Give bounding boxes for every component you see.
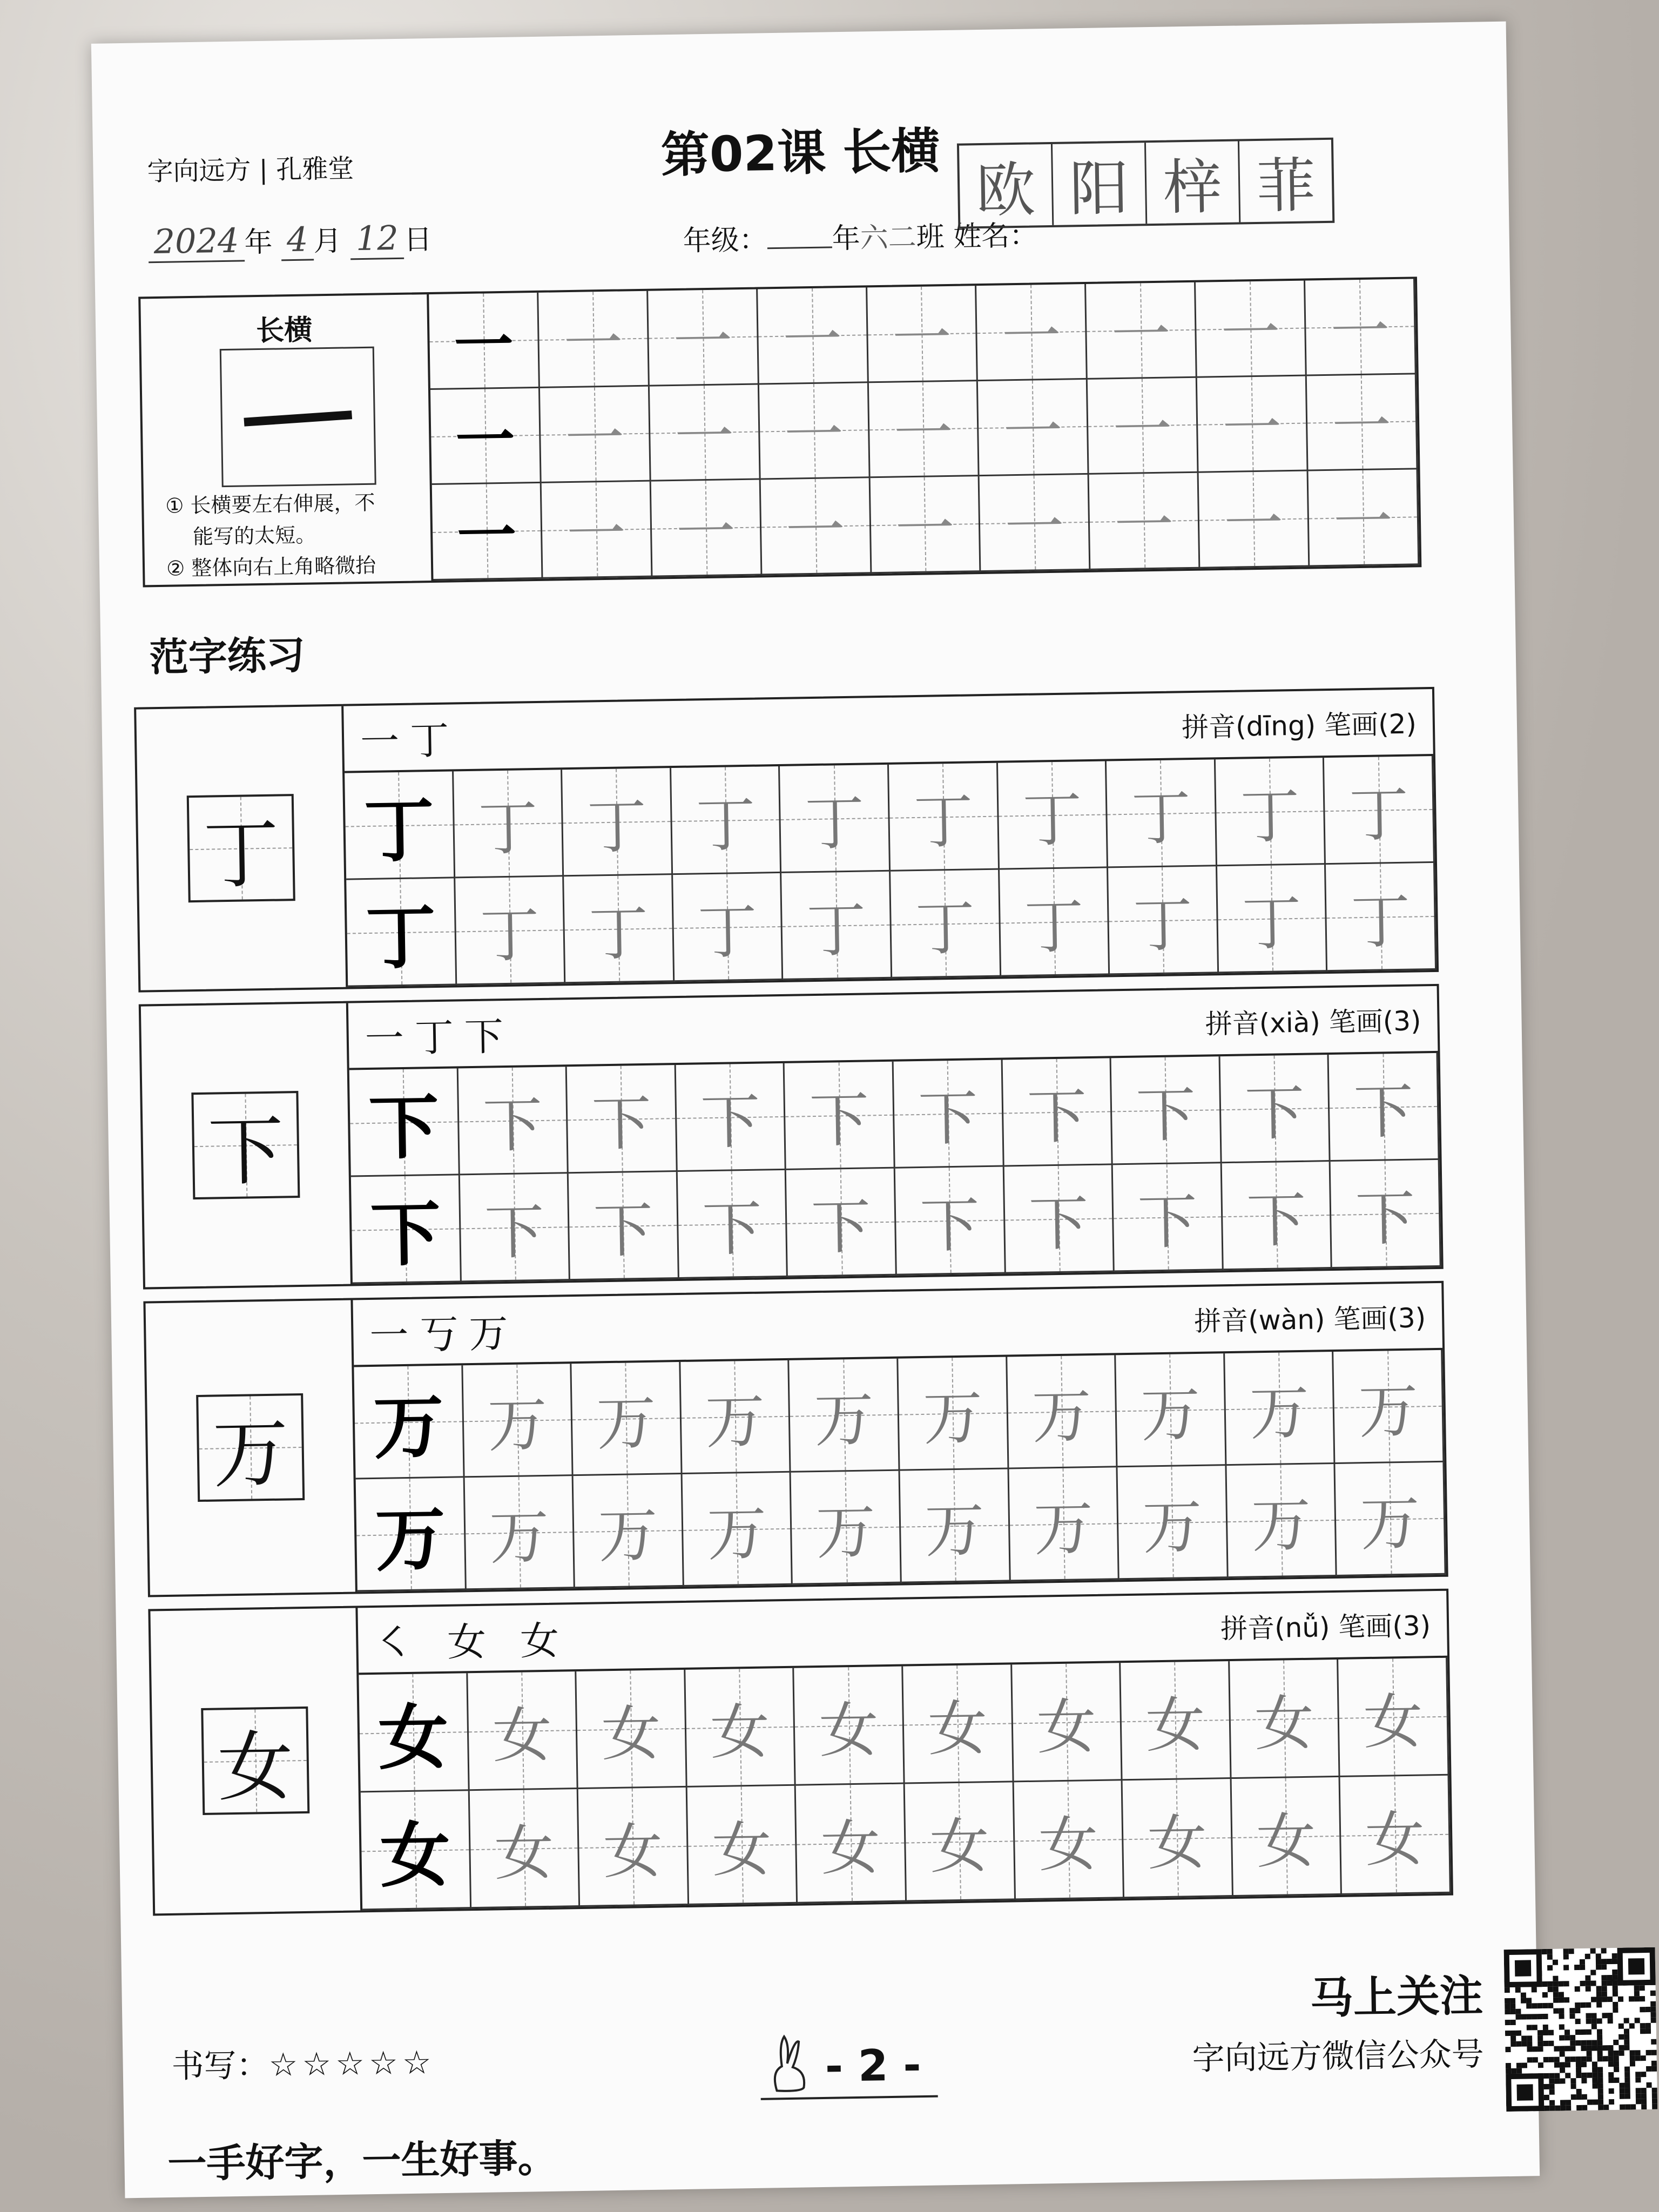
handwritten-character: 下	[1244, 1078, 1305, 1149]
stroke-practice-cell	[1088, 377, 1199, 475]
practice-stroke: 一	[675, 497, 736, 568]
handwritten-character: 丁	[1023, 891, 1084, 962]
writing-cell[interactable]	[891, 870, 1001, 979]
handwritten-character: 下	[1027, 1081, 1088, 1152]
writing-cell[interactable]	[1340, 1776, 1451, 1895]
handwritten-character: 下	[1028, 1188, 1089, 1259]
section-practice-area	[358, 1591, 1451, 1911]
model-character-box	[191, 1091, 300, 1199]
handwritten-character: 女	[711, 1814, 772, 1885]
practice-stroke: 一	[564, 403, 625, 474]
grade-label: 年级：	[683, 224, 768, 258]
writing-cell[interactable]	[464, 1476, 575, 1590]
handwritten-character: 下	[591, 1088, 652, 1159]
character-section	[134, 687, 1439, 993]
writing-cell[interactable]	[673, 873, 784, 982]
practice-stroke: 一	[1112, 395, 1173, 466]
stroke-note-2: 能写的太短。	[192, 523, 316, 549]
handwritten-character: 万	[924, 1495, 985, 1566]
handwritten-character: 女	[927, 1693, 988, 1764]
writing-cell[interactable]	[1108, 866, 1219, 975]
writing-cell[interactable]	[1231, 1777, 1342, 1897]
stroke-practice-cell	[432, 483, 543, 581]
date-day-handwritten: 12	[350, 218, 404, 260]
stroke-note-1: ① 长横要左右伸展，不	[165, 490, 375, 518]
practice-stroke: 一	[456, 501, 517, 571]
writing-cell[interactable]	[796, 1784, 907, 1904]
stroke-notes	[165, 487, 376, 584]
practice-stroke: 一	[1001, 301, 1062, 372]
stroke-practice-cell	[760, 478, 872, 576]
handwritten-character: 丁	[913, 786, 974, 857]
handwritten-character: 下	[1135, 1080, 1196, 1150]
writing-cell[interactable]	[572, 1362, 683, 1476]
writing-cell[interactable]	[676, 1063, 786, 1172]
writing-cell[interactable]	[1230, 1660, 1340, 1779]
stroke-practice-cell	[977, 284, 1088, 381]
handwritten-character: 下	[1246, 1185, 1307, 1255]
practice-stroke: 一	[1002, 397, 1063, 467]
writing-cell[interactable]	[562, 768, 673, 876]
writing-cell[interactable]	[576, 1670, 687, 1789]
writing-cell[interactable]	[1220, 1055, 1331, 1163]
handwritten-character: 丁	[697, 896, 758, 967]
pinyin-strokes: 拼音(nǚ) 笔画(3)	[1220, 1610, 1431, 1645]
handwritten-character: 女	[1036, 1691, 1097, 1762]
follow-block	[1040, 1961, 1484, 2082]
writing-cell[interactable]	[351, 1175, 462, 1284]
writing-cell[interactable]	[1331, 1160, 1441, 1269]
handwritten-character: 女	[494, 1818, 555, 1889]
rabbit-icon	[765, 2033, 815, 2093]
stroke-heading: 长横	[255, 314, 313, 348]
motto: 一手好字，一生好事。	[167, 2135, 557, 2187]
handwritten-character: 万	[813, 1384, 874, 1455]
handwritten-character: 丁	[1239, 781, 1300, 852]
writing-cell[interactable]	[900, 1469, 1011, 1583]
writing-cell[interactable]	[895, 1167, 1006, 1276]
practice-stroke: 一	[893, 399, 954, 469]
writing-cell[interactable]	[1118, 1466, 1229, 1580]
date-line	[148, 217, 432, 261]
writing-cell[interactable]	[458, 1067, 569, 1175]
handwritten-character: 女	[1147, 1808, 1208, 1878]
handwritten-character: 万	[1249, 1378, 1310, 1448]
qr-code-icon[interactable]	[1504, 1947, 1658, 2112]
practice-stroke: 一	[1220, 298, 1281, 368]
writing-cell[interactable]	[1226, 1464, 1337, 1578]
pinyin-strokes: 拼音(wàn) 笔画(3)	[1193, 1302, 1426, 1338]
writing-cell[interactable]	[1113, 1163, 1224, 1272]
writing-cell[interactable]	[1121, 1661, 1231, 1781]
writing-cell[interactable]	[894, 1060, 1004, 1169]
writing-cell[interactable]	[889, 763, 1000, 872]
section-practice-area	[348, 986, 1441, 1284]
practice-stroke: 一	[785, 496, 846, 566]
writing-cell[interactable]	[359, 1673, 469, 1792]
writing-cell[interactable]	[346, 878, 457, 987]
practice-stroke: 一	[1331, 392, 1392, 462]
handwritten-character: 丁	[806, 894, 867, 965]
writing-cell[interactable]	[905, 1782, 1016, 1901]
model-character-panel	[150, 1608, 362, 1913]
model-character-box	[201, 1707, 309, 1815]
grade-blank	[767, 246, 832, 249]
name-label: 姓名：	[953, 219, 1038, 253]
grade-class-handwritten: 六二	[860, 221, 917, 255]
writing-cell[interactable]	[1217, 865, 1328, 973]
brand-logo: 字向远方 | 孔雅堂	[147, 153, 354, 187]
model-character: 下	[207, 1107, 285, 1197]
stroke-practice-cell	[650, 385, 761, 482]
long-horizontal-stroke-icon	[244, 410, 352, 427]
handwritten-character: 丁	[1132, 889, 1193, 960]
stroke-order: ㇛ 女 女	[374, 1617, 570, 1666]
writing-cell[interactable]	[678, 1170, 788, 1279]
writing-cell[interactable]	[1336, 1462, 1446, 1576]
handwritten-character: 女	[1365, 1804, 1426, 1874]
stroke-order: 一丂万	[369, 1310, 520, 1359]
handwritten-character: 下	[918, 1083, 979, 1154]
grade-class-label: 班	[916, 221, 945, 254]
handwritten-character: 女	[820, 1812, 881, 1883]
handwritten-character: 丁	[1348, 779, 1410, 849]
follow-title: 马上关注	[1310, 1970, 1483, 2024]
writing-cell[interactable]	[361, 1791, 471, 1910]
handwritten-character: 万	[1140, 1379, 1201, 1450]
pinyin-strokes: 拼音(dīng) 笔画(2)	[1181, 708, 1417, 744]
practice-stroke: 一	[1333, 487, 1394, 557]
stroke-practice-cell	[538, 291, 650, 388]
writing-cell[interactable]	[1326, 863, 1437, 972]
writing-cell[interactable]	[1338, 1658, 1449, 1777]
character-section	[143, 1281, 1448, 1597]
practice-stroke: 一	[455, 406, 516, 476]
writing-cell[interactable]	[1002, 1058, 1113, 1166]
stroke-order: 一丁下	[365, 1013, 515, 1062]
stroke-lesson-box	[138, 276, 1421, 587]
writing-cell[interactable]	[345, 771, 455, 880]
handwritten-character: 女	[1256, 1806, 1317, 1876]
handwritten-character: 万	[1251, 1490, 1312, 1560]
handwritten-character: 万	[922, 1382, 983, 1453]
handwritten-character: 万	[597, 1500, 658, 1570]
writing-cell[interactable]	[1012, 1663, 1123, 1782]
stroke-practice-cell	[758, 287, 869, 385]
stroke-practice-cell	[651, 480, 762, 577]
stroke-practice-cell	[978, 380, 1089, 477]
model-character: 丁	[365, 895, 437, 980]
model-character: 下	[368, 1085, 440, 1169]
writing-cell[interactable]	[671, 766, 782, 875]
writing-cell[interactable]	[1004, 1165, 1115, 1273]
handwritten-character: 万	[596, 1388, 657, 1458]
handwritten-character: 丁	[586, 791, 648, 862]
handwritten-character: 丁	[479, 900, 540, 970]
handwritten-character: 万	[1031, 1381, 1092, 1452]
grade-year-label: 年	[832, 222, 861, 255]
practice-stroke: 一	[1004, 492, 1065, 563]
handwritten-character: 万	[815, 1496, 876, 1567]
stroke-practice-cell	[870, 476, 981, 574]
writing-cell[interactable]	[794, 1667, 905, 1786]
writing-cell[interactable]	[349, 1068, 460, 1177]
handwritten-character: 女	[818, 1695, 879, 1765]
writing-cell[interactable]	[898, 1357, 1009, 1471]
stroke-order: 一丁	[360, 717, 460, 765]
writing-grid	[354, 1350, 1446, 1592]
section-practice-area	[353, 1283, 1446, 1592]
writing-cell[interactable]	[685, 1668, 796, 1788]
handwritten-character: 女	[710, 1696, 771, 1767]
handwritten-character: 下	[1353, 1076, 1414, 1147]
practice-stroke: 一	[453, 310, 514, 381]
writing-cell[interactable]	[567, 1065, 678, 1174]
handwritten-character: 丁	[804, 788, 865, 858]
name-boxes	[957, 138, 1334, 229]
handwritten-character: 下	[1137, 1186, 1198, 1257]
date-year-label: 年	[244, 226, 273, 259]
lesson-title: 第02课 长横	[660, 123, 941, 184]
handwritten-character: 女	[603, 1816, 664, 1886]
practice-stroke: 一	[892, 303, 953, 374]
stroke-practice-cell	[1305, 279, 1417, 376]
handwritten-character: 万	[705, 1386, 766, 1456]
stroke-practice-cell	[430, 388, 542, 485]
handwritten-character: 丁	[915, 893, 976, 963]
writing-cell[interactable]	[1225, 1352, 1336, 1466]
handwritten-character: 女	[1145, 1690, 1206, 1761]
writing-cell[interactable]	[785, 1062, 895, 1170]
model-character: 万	[373, 1385, 444, 1469]
writing-cell[interactable]	[354, 1365, 464, 1479]
handwritten-character: 下	[482, 1090, 543, 1161]
date-day-label: 日	[403, 223, 433, 257]
handwritten-character: 丁	[1241, 888, 1302, 959]
writing-cell[interactable]	[680, 1360, 791, 1474]
handwritten-character: 下	[702, 1193, 763, 1264]
writing-cell[interactable]	[454, 770, 564, 878]
model-character-panel	[141, 1003, 353, 1287]
section-practice-area	[343, 689, 1437, 987]
handwritten-character: 女	[929, 1811, 990, 1881]
practice-stroke: 一	[1110, 300, 1171, 370]
practice-stroke: 一	[563, 308, 624, 379]
date-month-label: 月	[313, 225, 342, 258]
stroke-practice-cell	[1199, 471, 1310, 569]
stroke-practice-cell	[1196, 281, 1307, 378]
stroke-practice-cell	[648, 289, 759, 386]
date-year-handwritten: 2024	[148, 220, 245, 263]
writing-cell[interactable]	[455, 876, 566, 985]
writing-cell[interactable]	[574, 1474, 684, 1588]
stroke-practice-cell	[980, 475, 1091, 572]
stroke-practice-cell	[1086, 282, 1197, 380]
handwritten-character: 下	[700, 1087, 761, 1157]
name-char: 阳	[1053, 143, 1147, 225]
practice-stroke: 一	[894, 494, 955, 564]
model-character-panel	[136, 706, 348, 990]
stroke-practice-cell	[540, 386, 651, 483]
stroke-practice-cell	[867, 286, 979, 383]
date-month-handwritten: 4	[281, 219, 314, 261]
writing-label: 书写：	[171, 2046, 269, 2086]
writing-cell[interactable]	[564, 875, 675, 983]
writing-cell[interactable]	[791, 1471, 902, 1585]
handwritten-character: 丁	[1350, 886, 1411, 956]
model-character: 丁	[363, 788, 435, 873]
stroke-practice-cell	[429, 293, 540, 390]
writing-cell[interactable]	[1107, 759, 1217, 868]
worksheet	[91, 22, 1540, 2198]
stroke-practice-cell	[1197, 376, 1309, 473]
follow-subtitle: 字向远方微信公众号	[1192, 2035, 1485, 2078]
page-number-text: - 2 -	[825, 2040, 922, 2092]
writing-cell[interactable]	[356, 1478, 467, 1591]
writing-cell[interactable]	[463, 1364, 574, 1478]
writing-cell[interactable]	[790, 1359, 900, 1473]
stroke-practice-grid	[429, 279, 1419, 581]
writing-cell[interactable]	[578, 1788, 689, 1907]
writing-grid	[345, 756, 1437, 987]
stroke-explanation	[140, 294, 433, 585]
pinyin-strokes: 拼音(xià) 笔画(3)	[1205, 1005, 1422, 1040]
practice-stroke: 一	[566, 499, 627, 570]
handwritten-character: 女	[1038, 1809, 1099, 1880]
stroke-practice-cell	[868, 381, 980, 478]
writing-cell[interactable]	[1123, 1779, 1233, 1898]
character-section	[139, 984, 1444, 1290]
model-character: 万	[212, 1409, 289, 1499]
writing-cell[interactable]	[1014, 1781, 1124, 1900]
writing-cell[interactable]	[468, 1671, 578, 1791]
practice-stroke: 一	[1330, 296, 1391, 367]
name-char: 欧	[959, 144, 1054, 227]
practice-stroke: 一	[1223, 489, 1284, 559]
handwritten-character: 万	[1358, 1376, 1419, 1446]
model-character-box	[196, 1393, 305, 1502]
writing-grid	[359, 1658, 1451, 1911]
name-char: 菲	[1256, 151, 1317, 221]
practice-stroke: 一	[1114, 490, 1175, 561]
model-character: 丁	[203, 810, 280, 900]
handwritten-character: 下	[592, 1195, 653, 1265]
practice-heading: 范字练习	[149, 632, 306, 680]
handwritten-character: 下	[811, 1191, 872, 1262]
stroke-practice-cell	[1309, 470, 1420, 567]
handwritten-character: 丁	[1131, 783, 1192, 853]
handwritten-character: 万	[489, 1502, 550, 1573]
model-character-box	[187, 794, 295, 902]
model-character: 女	[217, 1722, 294, 1812]
practice-stroke: 一	[674, 402, 735, 473]
model-character-panel	[145, 1300, 357, 1595]
handwritten-character: 丁	[1022, 784, 1083, 855]
handwritten-character: 万	[1033, 1493, 1094, 1564]
handwritten-character: 丁	[588, 898, 649, 969]
writing-cell[interactable]	[1007, 1355, 1118, 1469]
name-char: 梓	[1146, 141, 1240, 224]
handwritten-character: 女	[601, 1698, 662, 1769]
practice-stroke: 一	[1222, 393, 1283, 464]
stroke-note-3: ② 整体向右上角略微抬	[166, 553, 376, 581]
rating-stars[interactable]: ☆☆☆☆☆	[268, 2044, 436, 2085]
writing-cell[interactable]	[786, 1169, 897, 1277]
writing-cell[interactable]	[460, 1174, 570, 1282]
writing-cell[interactable]	[569, 1172, 679, 1280]
writing-cell[interactable]	[998, 761, 1109, 869]
stroke-diagram	[220, 347, 376, 487]
writing-cell[interactable]	[1116, 1353, 1226, 1467]
writing-cell[interactable]	[1334, 1350, 1445, 1464]
writing-cell[interactable]	[469, 1789, 580, 1908]
handwritten-character: 女	[492, 1700, 553, 1771]
writing-grid	[349, 1053, 1441, 1284]
stroke-practice-cell	[759, 383, 871, 480]
writing-cell[interactable]	[682, 1473, 793, 1587]
handwritten-character: 下	[919, 1190, 980, 1260]
stroke-practice-cell	[1089, 473, 1201, 570]
handwritten-character: 丁	[477, 793, 538, 864]
stroke-practice-cell	[1307, 374, 1418, 471]
writing-cell[interactable]	[1222, 1162, 1332, 1270]
practice-stroke: 一	[783, 400, 844, 471]
practice-stroke: 一	[782, 305, 843, 375]
handwritten-character: 万	[1359, 1488, 1420, 1559]
handwritten-character: 下	[484, 1197, 545, 1267]
handwritten-character: 万	[487, 1390, 548, 1460]
handwritten-character: 下	[808, 1084, 869, 1155]
writing-rating	[171, 2036, 436, 2087]
handwritten-character: 丁	[695, 790, 756, 860]
model-character: 万	[374, 1497, 446, 1581]
model-character: 女	[377, 1695, 449, 1779]
writing-cell[interactable]	[1111, 1056, 1222, 1165]
handwritten-character: 万	[706, 1499, 767, 1569]
handwritten-character: 万	[1142, 1492, 1203, 1562]
writing-cell[interactable]	[687, 1786, 798, 1905]
writing-cell[interactable]	[903, 1664, 1014, 1784]
writing-cell[interactable]	[782, 872, 893, 980]
model-character: 下	[369, 1192, 442, 1276]
stroke-practice-cell	[542, 482, 653, 579]
writing-cell[interactable]	[1216, 758, 1326, 866]
writing-cell[interactable]	[1000, 868, 1110, 976]
handwritten-character: 下	[1354, 1183, 1415, 1253]
writing-cell[interactable]	[780, 765, 891, 873]
model-character: 女	[379, 1813, 451, 1897]
writing-cell[interactable]	[1329, 1053, 1440, 1162]
writing-cell[interactable]	[1324, 756, 1435, 865]
handwritten-character: 女	[1363, 1686, 1424, 1757]
practice-stroke: 一	[672, 307, 733, 377]
character-section	[148, 1589, 1453, 1916]
writing-cell[interactable]	[1009, 1467, 1120, 1581]
page-number	[760, 2040, 938, 2100]
handwritten-character: 女	[1254, 1688, 1315, 1758]
